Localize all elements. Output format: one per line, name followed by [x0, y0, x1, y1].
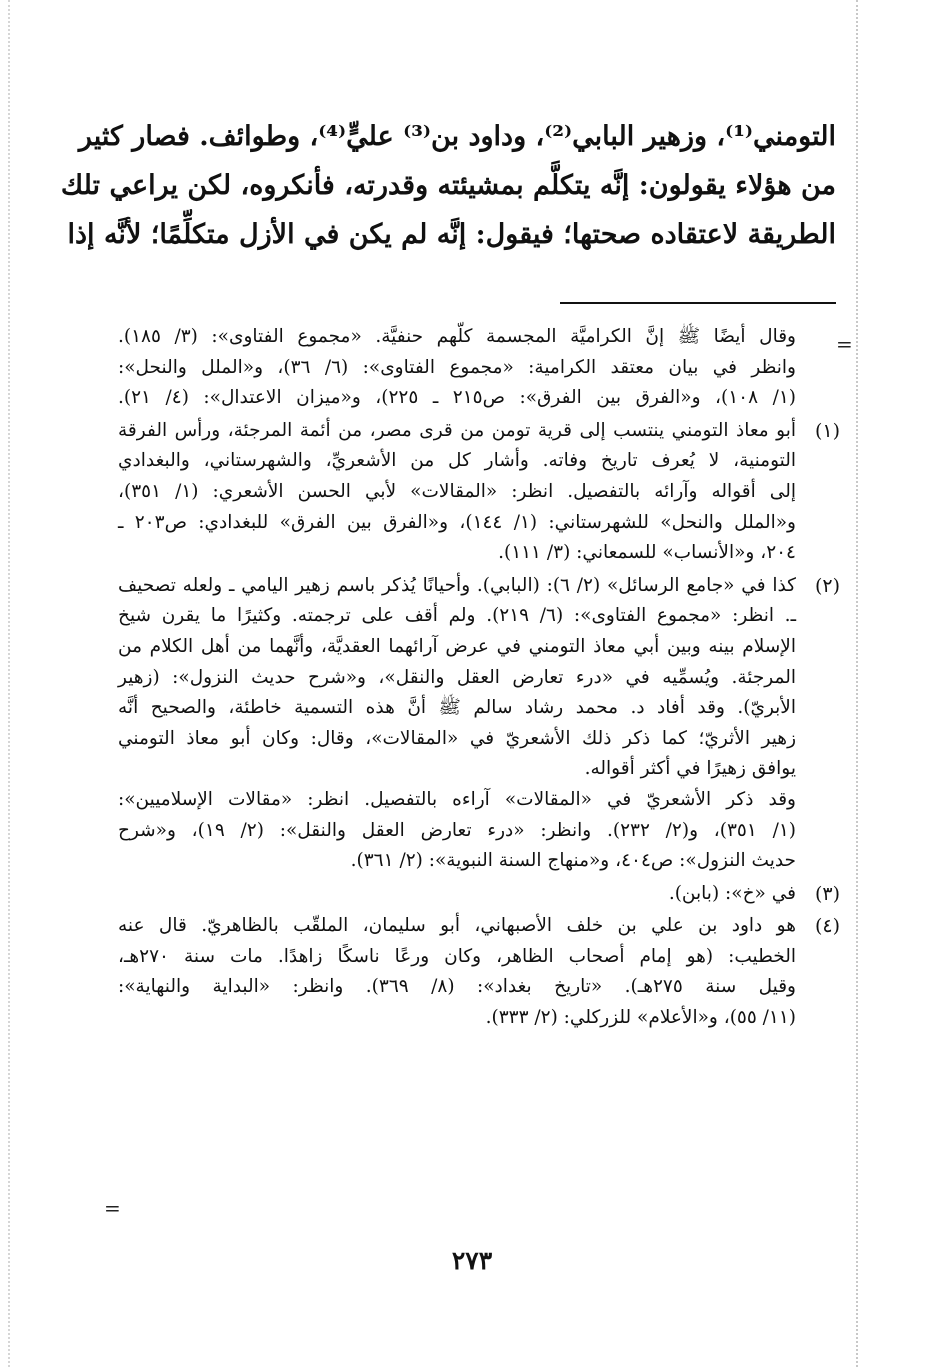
continuation-mark-top: =	[836, 332, 853, 356]
footnote-number: (٢)	[814, 574, 840, 597]
footnote-line: أبو معاذ التومني ينتسب إلى قرية تومن من قرى مصر، من أئمة المرجئة، ورأس الفرقة	[118, 419, 796, 441]
footnote-line: يوافق زهيرًا في أكثر أقواله.	[584, 758, 796, 780]
footnote-2	[118, 571, 840, 877]
footnote-line: زهير الأثريّ؛ كما ذكر ذلك الأشعريّ في «المقالات»، وقال: وكان أبو معاذ التومني	[118, 727, 796, 749]
footnote-1	[118, 416, 840, 569]
footnote-number: (١)	[814, 419, 840, 442]
footnote-line: الإسلام بينه وبين أبي معاذ التومني في عرض آرائهما العقديَّة، وأنَّهما من أهل الكلام من	[118, 635, 796, 657]
footnote-number: (٤)	[814, 915, 840, 938]
footnote-line: إلى أقواله وآرائه بالتفصيل. انظر: «المقالات» لأبي الحسن الأشعري: (١/ ٣٥١)،	[118, 480, 796, 502]
footnote-line: في «خ»: (بابن).	[668, 882, 796, 904]
footnote-line: كذا في «جامع الرسائل» (٢/ ٦): (البابي). وأحيانًا يُذكر باسم زهير اليامي ـ ولعله تصحيف	[118, 574, 796, 596]
footnote-line: هو داود بن علي بن خلف الأصبهاني، أبو سليمان، الملقّب بالظاهريّ. قال عنه	[118, 915, 796, 937]
footnote-4	[118, 911, 840, 1033]
page-number: ٢٧٣	[451, 1246, 493, 1275]
footnote-line: وقيل سنة ٢٧٥هـ). «تاريخ بغداد»: (٨/ ٣٦٩). وانظر: «البداية والنهاية»:	[118, 976, 796, 998]
footnote-line: وانظر في بيان معتقد الكرامية: «مجموع الفتاوى»: (٦/ ٣٦)، و«الملل والنحل»:	[118, 356, 796, 378]
footnote-line: حديث النزول»: ص٤٠٤، و«منهاج السنة النبوية»: (٢/ ٣٦١).	[350, 850, 796, 872]
footnote-line: ٢٠٤، و«الأنساب» للسمعاني: (٣/ ١١١).	[498, 542, 796, 564]
footnotes	[118, 322, 840, 1034]
scan-edge-dots-left	[8, 0, 10, 1367]
footnote-line: و«الملل والنحل» للشهرستاني: (١/ ١٤٤)، و«الفرق بين الفرق» للبغدادي: ص٢٠٣ ـ	[118, 511, 796, 533]
main-text-line: من هؤلاء يقولون: إنَّه يتكلَّم بمشيئته وقدرته، فأنكروه، لكن يراعي تلك	[60, 170, 836, 201]
footnote-line: الخطيب: (هو إمام أصحاب الظاهر، وكان ورعًا ناسكًا زاهدًا. مات سنة ٢٧٠هـ،	[118, 945, 796, 967]
footnote-line: (١١/ ٥٥)، و«الأعلام» للزركلي: (٢/ ٣٣٣).	[485, 1007, 796, 1029]
footnote-line: الأبريّ). وقد أفاد د. محمد رشاد سالم ﷺ أنَّ هذه التسمية خاطئة، والصحيح أنَّه	[118, 697, 796, 719]
footnote-line: وقال أيضًا ﷺ إنَّ الكراميَّة المجسمة كلّهم حنفيَّة. «مجموع الفتاوى»: (٣/ ١٨٥).	[118, 326, 796, 347]
footnote-line: المرجئة. ويُسمِّيه في «درء تعارض العقل والنقل»، و«شرح حديث النزول»: (زهير	[118, 666, 796, 688]
footnote-line: (١/ ١٠٨)، و«الفرق بين الفرق»: ص٢١٥ ـ ٢٢٥)، و«ميزان الاعتدال»: (٤/ ٢١).	[118, 387, 796, 409]
footnote-continued	[118, 322, 840, 414]
footnote-line: وقد ذكر الأشعريّ في «المقالات» آراءه بالتفصيل. انظر: «مقالات الإسلاميين»:	[118, 788, 796, 810]
continuation-mark-bottom: =	[104, 1196, 121, 1220]
footnote-line: ـ. انظر: «مجموع الفتاوى»: (٦/ ٢١٩). ولم أقف على ترجمته. وكثيرًا ما يقرن شيخ	[118, 605, 796, 627]
scan-edge-dots-right	[856, 0, 858, 1367]
footnote-3	[118, 879, 840, 910]
footnote-separator	[560, 302, 836, 304]
main-text-line: التومني⁽¹⁾، وزهير البابي⁽²⁾، وداود بن⁽³⁾ عليٍّ⁽⁴⁾، وطوائف. فصار كثير	[78, 121, 836, 152]
footnote-line: التومنية، لا يُعرف تاريخ وفاته. وأشار كل من الأشعريِّ، والشهرستاني، والبغدادي	[118, 450, 796, 472]
footnote-line: (١/ ٣٥١)، و(٢/ ٢٣٢). وانظر: «درء تعارض العقل والنقل»: (٢/ ١٩)، و«شرح	[118, 819, 796, 841]
main-text	[60, 112, 836, 259]
main-text-line: الطريقة لاعتقاده صحتها؛ فيقول: إنَّه لم يكن في الأزل متكلِّمًا؛ لأنَّه إذا	[67, 219, 836, 250]
footnote-number: (٣)	[814, 882, 840, 905]
